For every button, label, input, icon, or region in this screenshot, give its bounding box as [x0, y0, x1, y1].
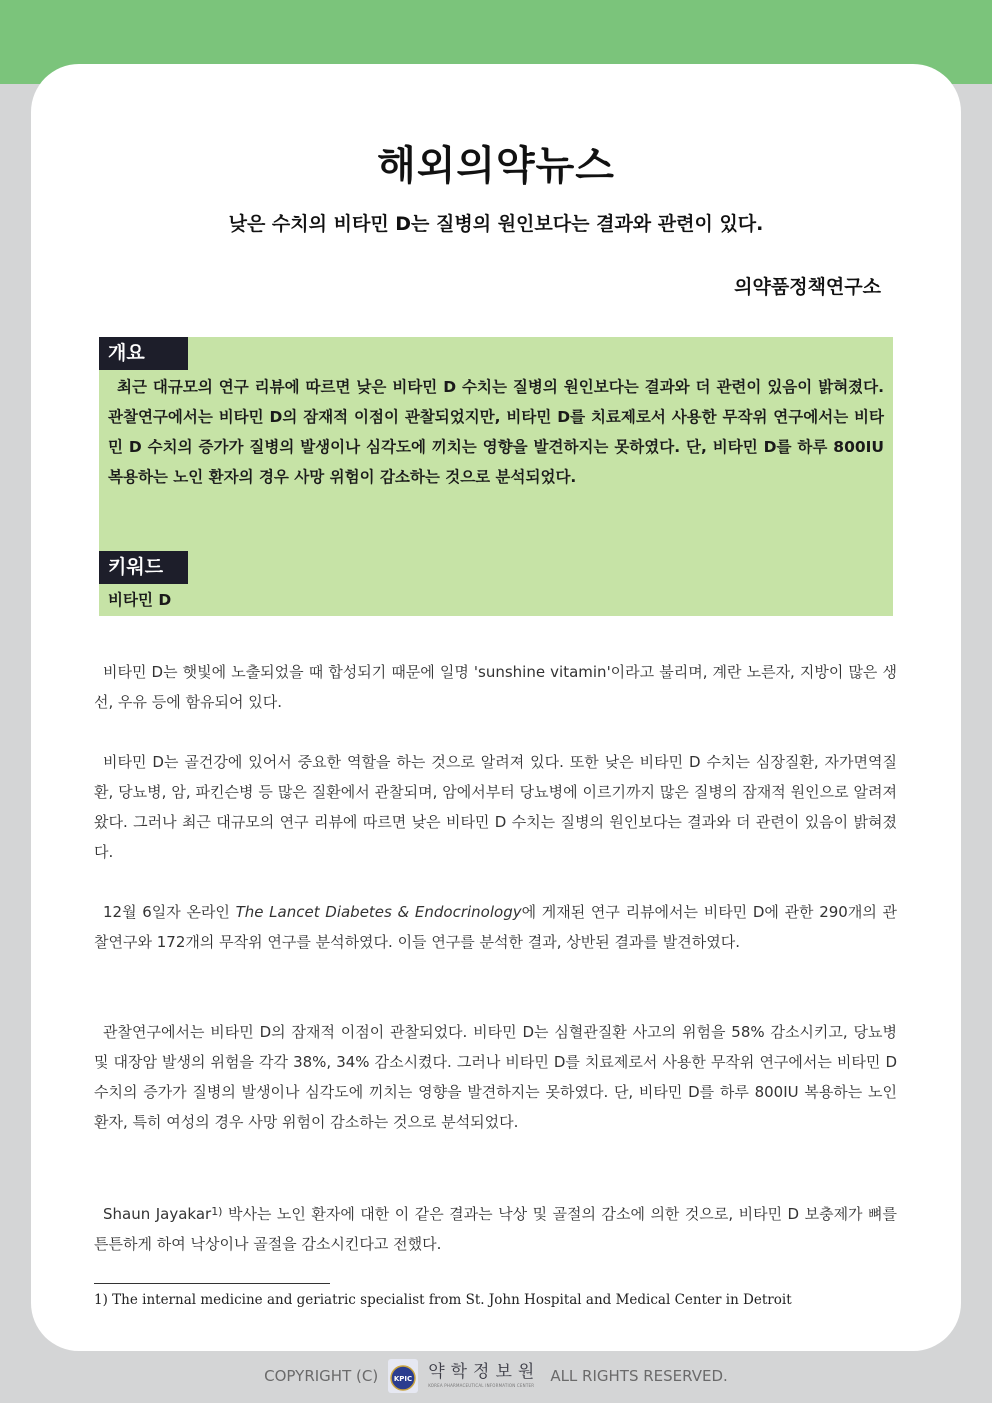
org-logo-text: [428, 1364, 540, 1388]
footnote: 1) The internal medicine and geriatric specialist from St. John Hospital and Medical Center in Detroit: [94, 1292, 792, 1308]
rights-text: ALL RIGHTS RESERVED.: [550, 1367, 728, 1385]
paragraph-text: 12월 6일자 온라인: [103, 903, 236, 921]
org-name-korean: 약학정보원: [428, 1362, 541, 1382]
journal-name: The Lancet Diabetes & Endocrinology: [235, 903, 522, 921]
paragraph-text: 박사는 노인 환자에 대한 이 같은 결과는 낙상 및 골절의 감소에 의한 것으로, 비타민 D 보충제가 뼈를 튼튼하게 하여 낙상이나 골절을 감소시킨다고 전했다.: [94, 1205, 898, 1253]
copyright-text: COPYRIGHT (C): [264, 1367, 379, 1385]
footer: [0, 1358, 992, 1394]
article-headline: 낮은 수치의 비타민 D는 질병의 원인보다는 결과와 관련이 있다.: [228, 213, 764, 235]
summary-label: 개요: [99, 337, 188, 370]
body-paragraph-4: 관찰연구에서는 비타민 D의 잠재적 이점이 관찰되었다. 비타민 D는 심혈관질환 사고의 위험을 58% 감소시키고, 당뇨병 및 대장암 발생의 위험을 각각 38%, 34% 감소시켰다. 그러나 비타민 D를 치료제로서 사용한 무작위 연구에서는 비타민 D 수치의 증가가 질병의 발생이나 심각도에 끼치는 영향을 발견하지는 못하였다. 단, 비타민 D를 하루 800IU 복용하는 노인 환자, 특히 여성의 경우 사망 위험이 감소하는 것으로 분석되었다.: [94, 1023, 897, 1131]
org-name-english: KOREA PHARMACEUTICAL INFORMATION CENTER: [428, 1383, 535, 1388]
summary-text: 최근 대규모의 연구 리뷰에 따르면 낮은 비타민 D 수치는 질병의 원인보다는 결과와 더 관련이 있음이 밝혀졌다. 관찰연구에서는 비타민 D의 잠재적 이점이 관찰되었지만, 비타민 D를 치료제로서 사용한 무작위 연구에서는 비타민 D 수치의 증가가 질병의 발생이나 심각도에 끼치는 영향을 발견하지는 못하였다. 단, 비타민 D를 하루 800IU 복용하는 노인 환자의 경우 사망 위험이 감소하는 것으로 분석되었다.: [108, 378, 884, 486]
person-name: Shaun Jayakar: [103, 1205, 212, 1223]
body-paragraph-2: 비타민 D는 골건강에 있어서 중요한 역할을 하는 것으로 알려져 있다. 또한 낮은 비타민 D 수치는 심장질환, 자가면역질환, 당뇨병, 암, 파킨슨병 등 많은 질환에서 관찰되며, 암에서부터 당뇨병에 이르기까지 많은 질병의 잠재적 원인으로 알려져 왔다. 그러나 최근 대규모의 연구 리뷰에 따르면 낮은 비타민 D 수치는 질병의 원인보다는 결과와 더 관련이 있음이 밝혀졌다.: [94, 753, 897, 861]
page-title: 해외의약뉴스: [377, 143, 615, 189]
summary-box: [99, 337, 893, 616]
keyword-label: 키워드: [99, 551, 188, 584]
logo-text: KPIC: [394, 1375, 413, 1383]
body-paragraph-3: [94, 897, 897, 957]
footnote-divider: [94, 1283, 330, 1284]
body-paragraph-1: 비타민 D는 햇빛에 노출되었을 때 합성되기 때문에 일명 'sunshine vitamin'이라고 불리며, 계란 노른자, 지방이 많은 생선, 우유 등에 함유되어 있다.: [94, 663, 897, 711]
paragraph-text: 에 게재된 연구 리뷰에서는 비타민 D에 관한 290개의 관찰연구와 172개의 무작위 연구를 분석하였다. 이들 연구를 분석한 결과, 상반된 결과를 발견하였다.: [94, 903, 897, 951]
author-organization: 의약품정책연구소: [734, 276, 881, 298]
keyword-text: 비타민 D: [108, 591, 172, 609]
footnote-reference: 1): [211, 1205, 223, 1218]
body-paragraph-5: [94, 1197, 897, 1259]
kpic-logo-icon: [388, 1359, 418, 1393]
